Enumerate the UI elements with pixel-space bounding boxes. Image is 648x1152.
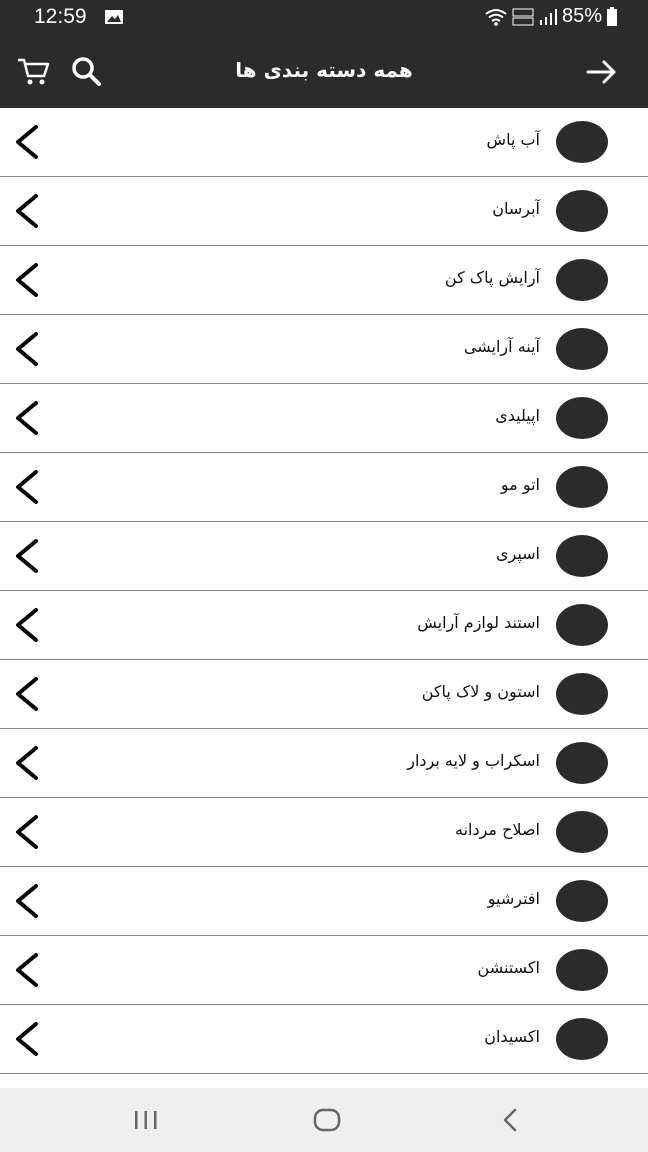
chevron-left-icon — [10, 814, 44, 850]
category-label: اپیلیدی — [495, 406, 540, 425]
category-label: اتو مو — [500, 475, 540, 494]
home-icon[interactable] — [312, 1106, 342, 1134]
category-thumbnail — [556, 466, 608, 508]
status-time: 12:59 — [34, 5, 87, 28]
chevron-left-icon — [10, 262, 44, 298]
category-thumbnail — [556, 397, 608, 439]
app-bar — [0, 36, 648, 108]
category-thumbnail — [556, 604, 608, 646]
chevron-left-icon — [10, 124, 44, 160]
category-label: آرایش پاک کن — [444, 268, 540, 287]
chevron-left-icon — [10, 883, 44, 919]
category-label: آبرسان — [492, 199, 540, 218]
category-row[interactable] — [0, 1005, 648, 1074]
category-label: آب پاش — [486, 130, 540, 149]
category-label: استند لوازم آرایش — [417, 613, 540, 632]
category-thumbnail — [556, 190, 608, 232]
category-row[interactable] — [0, 729, 648, 798]
chevron-left-icon — [10, 745, 44, 781]
volte-icon — [512, 8, 534, 26]
category-row[interactable] — [0, 867, 648, 936]
system-nav-bar — [0, 1088, 648, 1152]
category-row[interactable] — [0, 936, 648, 1005]
category-thumbnail — [556, 673, 608, 715]
category-thumbnail — [556, 121, 608, 163]
wifi-icon — [484, 8, 508, 26]
category-row[interactable] — [0, 384, 648, 453]
category-row[interactable] — [0, 660, 648, 729]
category-thumbnail — [556, 328, 608, 370]
category-row[interactable] — [0, 108, 648, 177]
category-row[interactable] — [0, 522, 648, 591]
category-row[interactable] — [0, 177, 648, 246]
category-row[interactable] — [0, 798, 648, 867]
category-label: اصلاح مردانه — [455, 820, 540, 839]
chevron-left-icon — [10, 607, 44, 643]
category-label: اکستنشن — [477, 958, 540, 977]
category-thumbnail — [556, 535, 608, 577]
category-thumbnail — [556, 259, 608, 301]
category-row[interactable] — [0, 246, 648, 315]
page-title: همه دسته بندی ها — [235, 58, 413, 82]
chevron-left-icon — [10, 1021, 44, 1057]
battery-percent: 85% — [561, 5, 602, 27]
category-row[interactable] — [0, 591, 648, 660]
gallery-icon — [104, 9, 124, 25]
category-label: اسکراب و لایه بردار — [407, 751, 540, 770]
category-thumbnail — [556, 1018, 608, 1060]
chevron-left-icon — [10, 538, 44, 574]
category-row[interactable] — [0, 453, 648, 522]
recents-icon[interactable] — [131, 1106, 161, 1134]
chevron-left-icon — [10, 331, 44, 367]
nav-back-icon[interactable] — [496, 1106, 526, 1134]
category-label: اکسیدان — [484, 1027, 540, 1046]
category-thumbnail — [556, 880, 608, 922]
signal-icon — [538, 8, 558, 26]
category-thumbnail — [556, 949, 608, 991]
category-label: آینه آرایشی — [463, 337, 540, 356]
category-list — [0, 108, 648, 1074]
battery-icon — [606, 7, 618, 27]
status-bar — [0, 0, 648, 36]
category-row[interactable] — [0, 315, 648, 384]
chevron-left-icon — [10, 952, 44, 988]
category-thumbnail — [556, 811, 608, 853]
category-label: استون و لاک پاکن — [421, 682, 540, 701]
category-label: افترشیو — [487, 889, 540, 908]
chevron-left-icon — [10, 193, 44, 229]
category-thumbnail — [556, 742, 608, 784]
chevron-left-icon — [10, 400, 44, 436]
category-label: اسپری — [495, 544, 540, 563]
chevron-left-icon — [10, 676, 44, 712]
chevron-left-icon — [10, 469, 44, 505]
back-arrow-icon[interactable] — [584, 54, 620, 90]
